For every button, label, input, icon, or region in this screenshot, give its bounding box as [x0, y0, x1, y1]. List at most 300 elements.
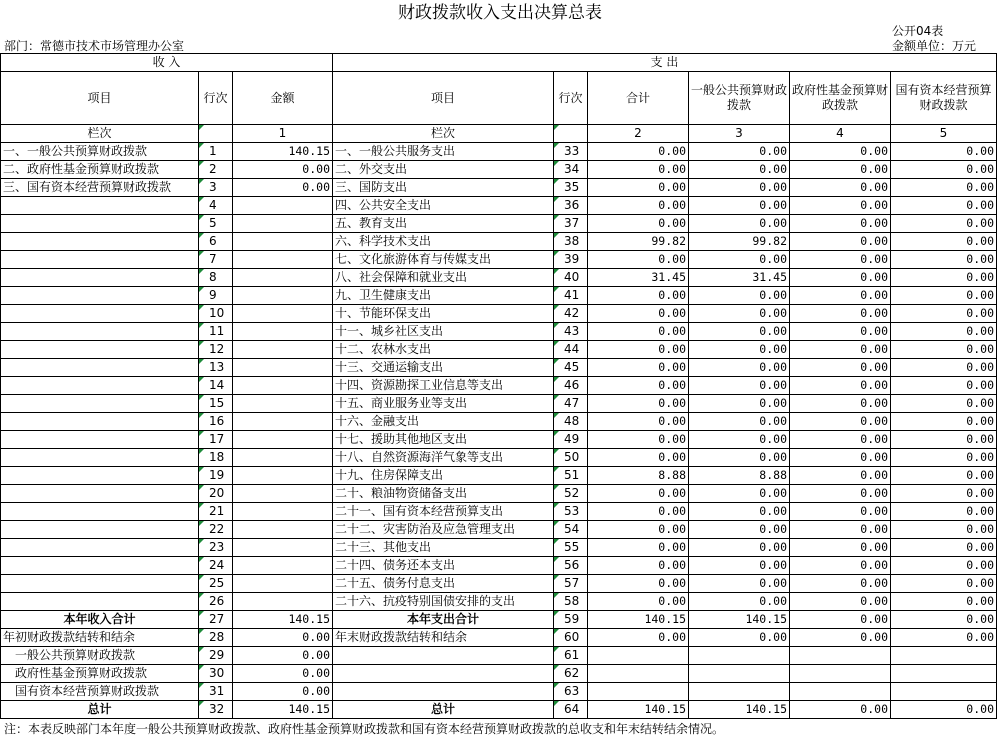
income-line: 8 — [199, 269, 233, 287]
expense-total — [588, 683, 689, 701]
expense-line: 50 — [554, 449, 588, 467]
income-amount — [233, 215, 333, 233]
expense-total: 0.00 — [588, 449, 689, 467]
expense-line: 48 — [554, 413, 588, 431]
income-line: 4 — [199, 197, 233, 215]
expense-total: 0.00 — [588, 395, 689, 413]
section-income: 收 入 — [1, 54, 333, 72]
income-amount — [233, 377, 333, 395]
expense-general-budget: 0.00 — [689, 575, 790, 593]
income-amount: 140.15 — [233, 701, 333, 719]
expense-fund-budget: 0.00 — [790, 485, 891, 503]
column-label-income: 栏次 — [1, 125, 199, 143]
income-amount — [233, 269, 333, 287]
expense-fund-budget: 0.00 — [790, 431, 891, 449]
income-amount — [233, 431, 333, 449]
expense-line: 57 — [554, 575, 588, 593]
income-amount: 0.00 — [233, 179, 333, 197]
expense-fund-budget: 0.00 — [790, 539, 891, 557]
income-item — [1, 251, 199, 269]
expense-general-budget: 0.00 — [689, 305, 790, 323]
table-row — [1, 215, 997, 233]
expense-line: 51 — [554, 467, 588, 485]
expense-total: 0.00 — [588, 413, 689, 431]
expense-line: 45 — [554, 359, 588, 377]
expense-total: 0.00 — [588, 197, 689, 215]
income-amount — [233, 449, 333, 467]
income-line: 23 — [199, 539, 233, 557]
table-number: 公开04表 — [892, 24, 944, 38]
expense-line: 44 — [554, 341, 588, 359]
income-line: 20 — [199, 485, 233, 503]
income-amount — [233, 341, 333, 359]
expense-fund-budget: 0.00 — [790, 557, 891, 575]
expense-total: 0.00 — [588, 485, 689, 503]
expense-fund-budget: 0.00 — [790, 629, 891, 647]
expense-item: 六、科学技术支出 — [333, 233, 554, 251]
expense-general-budget: 0.00 — [689, 413, 790, 431]
expense-state-capital: 0.00 — [891, 575, 997, 593]
expense-state-capital — [891, 647, 997, 665]
expense-fund-budget: 0.00 — [790, 341, 891, 359]
expense-line: 33 — [554, 143, 588, 161]
table-row — [1, 323, 997, 341]
expense-general-budget: 0.00 — [689, 143, 790, 161]
income-amount: 0.00 — [233, 161, 333, 179]
expense-line: 62 — [554, 665, 588, 683]
expense-line: 53 — [554, 503, 588, 521]
income-item — [1, 467, 199, 485]
expense-item: 二十、粮油物资储备支出 — [333, 485, 554, 503]
expense-line: 38 — [554, 233, 588, 251]
expense-total: 0.00 — [588, 377, 689, 395]
table-row — [1, 413, 997, 431]
expense-item: 十九、住房保障支出 — [333, 467, 554, 485]
header-fund-budget: 政府性基金预算财政拨款 — [790, 72, 891, 125]
report-title: 财政拨款收入支出决算总表 — [398, 3, 602, 23]
expense-general-budget — [689, 683, 790, 701]
expense-general-budget: 99.82 — [689, 233, 790, 251]
expense-general-budget: 8.88 — [689, 467, 790, 485]
income-item — [1, 233, 199, 251]
income-item — [1, 521, 199, 539]
expense-state-capital — [891, 683, 997, 701]
header-expense-item: 项目 — [333, 72, 554, 125]
expense-fund-budget: 0.00 — [790, 215, 891, 233]
income-line: 1 — [199, 143, 233, 161]
income-item — [1, 557, 199, 575]
expense-line: 56 — [554, 557, 588, 575]
expense-line: 59 — [554, 611, 588, 629]
expense-general-budget: 0.00 — [689, 179, 790, 197]
expense-total: 0.00 — [588, 143, 689, 161]
header-expense-line: 行次 — [554, 72, 588, 125]
income-item — [1, 215, 199, 233]
income-item: 政府性基金预算财政拨款 — [1, 665, 199, 683]
expense-item: 五、教育支出 — [333, 215, 554, 233]
expense-state-capital: 0.00 — [891, 143, 997, 161]
column-number-2: 2 — [588, 125, 689, 143]
expense-line: 37 — [554, 215, 588, 233]
income-item: 一般公共预算财政拨款 — [1, 647, 199, 665]
expense-line: 42 — [554, 305, 588, 323]
expense-general-budget: 31.45 — [689, 269, 790, 287]
income-item — [1, 395, 199, 413]
table-row — [1, 629, 997, 647]
income-line: 21 — [199, 503, 233, 521]
expense-item: 十二、农林水支出 — [333, 341, 554, 359]
expense-fund-budget: 0.00 — [790, 701, 891, 719]
expense-state-capital: 0.00 — [891, 323, 997, 341]
expense-state-capital: 0.00 — [891, 395, 997, 413]
income-line: 7 — [199, 251, 233, 269]
expense-total: 8.88 — [588, 467, 689, 485]
table-row — [1, 233, 997, 251]
expense-total: 0.00 — [588, 161, 689, 179]
income-item — [1, 575, 199, 593]
income-amount: 140.15 — [233, 143, 333, 161]
income-amount — [233, 395, 333, 413]
income-item — [1, 539, 199, 557]
header-amount: 金额 — [233, 72, 333, 125]
income-line: 26 — [199, 593, 233, 611]
expense-line: 43 — [554, 323, 588, 341]
expense-fund-budget — [790, 683, 891, 701]
income-item — [1, 449, 199, 467]
income-amount — [233, 593, 333, 611]
table-row — [1, 359, 997, 377]
income-line: 28 — [199, 629, 233, 647]
expense-item: 二十六、抗疫特别国债安排的支出 — [333, 593, 554, 611]
income-item — [1, 341, 199, 359]
column-number-4: 4 — [790, 125, 891, 143]
table-row — [1, 197, 997, 215]
unit-label: 金额单位：万元 — [892, 39, 977, 53]
expense-fund-budget: 0.00 — [790, 413, 891, 431]
income-item: 二、政府性基金预算财政拨款 — [1, 161, 199, 179]
income-item: 本年收入合计 — [1, 611, 199, 629]
expense-total: 140.15 — [588, 611, 689, 629]
expense-total: 31.45 — [588, 269, 689, 287]
income-item — [1, 431, 199, 449]
table-row — [1, 287, 997, 305]
expense-fund-budget: 0.00 — [790, 143, 891, 161]
income-amount — [233, 575, 333, 593]
expense-total: 0.00 — [588, 431, 689, 449]
income-line: 29 — [199, 647, 233, 665]
table-row — [1, 557, 997, 575]
expense-line: 39 — [554, 251, 588, 269]
section-expense: 支 出 — [333, 54, 997, 72]
income-line: 2 — [199, 161, 233, 179]
expense-state-capital: 0.00 — [891, 377, 997, 395]
expense-line: 47 — [554, 395, 588, 413]
expense-line: 46 — [554, 377, 588, 395]
expense-line: 55 — [554, 539, 588, 557]
expense-state-capital: 0.00 — [891, 503, 997, 521]
income-amount — [233, 251, 333, 269]
expense-item: 四、公共安全支出 — [333, 197, 554, 215]
income-amount: 0.00 — [233, 683, 333, 701]
expense-item — [333, 683, 554, 701]
expense-line: 63 — [554, 683, 588, 701]
expense-item: 二十一、国有资本经营预算支出 — [333, 503, 554, 521]
table-row — [1, 647, 997, 665]
income-item — [1, 269, 199, 287]
expense-general-budget: 0.00 — [689, 431, 790, 449]
table-row — [1, 665, 997, 683]
header-income-item: 项目 — [1, 72, 199, 125]
income-item: 总计 — [1, 701, 199, 719]
income-amount — [233, 485, 333, 503]
expense-item: 总计 — [333, 701, 554, 719]
expense-line: 40 — [554, 269, 588, 287]
expense-item: 二十四、债务还本支出 — [333, 557, 554, 575]
expense-total: 0.00 — [588, 557, 689, 575]
expense-fund-budget: 0.00 — [790, 359, 891, 377]
expense-total: 140.15 — [588, 701, 689, 719]
income-line: 17 — [199, 431, 233, 449]
column-number-5: 5 — [891, 125, 997, 143]
expense-total: 0.00 — [588, 179, 689, 197]
table-row — [1, 683, 997, 701]
expense-state-capital: 0.00 — [891, 179, 997, 197]
budget-table — [0, 53, 997, 719]
income-item: 国有资本经营预算财政拨款 — [1, 683, 199, 701]
income-item: 一、一般公共预算财政拨款 — [1, 143, 199, 161]
expense-state-capital: 0.00 — [891, 305, 997, 323]
expense-total: 0.00 — [588, 305, 689, 323]
income-amount — [233, 539, 333, 557]
income-amount: 0.00 — [233, 629, 333, 647]
income-item — [1, 323, 199, 341]
expense-fund-budget: 0.00 — [790, 611, 891, 629]
income-line: 14 — [199, 377, 233, 395]
income-line: 6 — [199, 233, 233, 251]
expense-general-budget: 0.00 — [689, 215, 790, 233]
table-row — [1, 611, 997, 629]
expense-state-capital: 0.00 — [891, 413, 997, 431]
header-income-line: 行次 — [199, 72, 233, 125]
column-label-blank — [554, 125, 588, 143]
income-amount — [233, 305, 333, 323]
expense-item: 十八、自然资源海洋气象等支出 — [333, 449, 554, 467]
expense-state-capital: 0.00 — [891, 233, 997, 251]
expense-item: 一、一般公共服务支出 — [333, 143, 554, 161]
table-row — [1, 575, 997, 593]
table-row — [1, 485, 997, 503]
expense-fund-budget: 0.00 — [790, 377, 891, 395]
income-amount — [233, 503, 333, 521]
expense-total: 0.00 — [588, 575, 689, 593]
expense-fund-budget: 0.00 — [790, 575, 891, 593]
table-row — [1, 251, 997, 269]
expense-fund-budget: 0.00 — [790, 449, 891, 467]
income-line: 18 — [199, 449, 233, 467]
table-row — [1, 449, 997, 467]
expense-state-capital: 0.00 — [891, 359, 997, 377]
income-line: 27 — [199, 611, 233, 629]
expense-line: 52 — [554, 485, 588, 503]
expense-state-capital: 0.00 — [891, 215, 997, 233]
expense-state-capital: 0.00 — [891, 629, 997, 647]
header-general-budget: 一般公共预算财政拨款 — [689, 72, 790, 125]
expense-total: 0.00 — [588, 215, 689, 233]
expense-total: 0.00 — [588, 593, 689, 611]
expense-item: 十三、交通运输支出 — [333, 359, 554, 377]
expense-total: 0.00 — [588, 521, 689, 539]
expense-general-budget: 0.00 — [689, 359, 790, 377]
table-row — [1, 395, 997, 413]
table-row — [1, 143, 997, 161]
expense-line: 35 — [554, 179, 588, 197]
expense-total: 0.00 — [588, 287, 689, 305]
expense-general-budget: 0.00 — [689, 557, 790, 575]
table-row — [1, 539, 997, 557]
expense-general-budget: 0.00 — [689, 449, 790, 467]
income-amount — [233, 557, 333, 575]
header-total: 合计 — [588, 72, 689, 125]
expense-state-capital: 0.00 — [891, 521, 997, 539]
income-line: 5 — [199, 215, 233, 233]
income-line: 25 — [199, 575, 233, 593]
expense-general-budget: 140.15 — [689, 701, 790, 719]
table-row — [1, 593, 997, 611]
expense-item: 二、外交支出 — [333, 161, 554, 179]
expense-total: 99.82 — [588, 233, 689, 251]
income-item — [1, 305, 199, 323]
income-amount — [233, 233, 333, 251]
income-item — [1, 503, 199, 521]
expense-general-budget: 0.00 — [689, 251, 790, 269]
expense-fund-budget: 0.00 — [790, 521, 891, 539]
income-amount — [233, 323, 333, 341]
income-item — [1, 197, 199, 215]
expense-state-capital: 0.00 — [891, 539, 997, 557]
table-row — [1, 305, 997, 323]
income-item — [1, 359, 199, 377]
expense-state-capital: 0.00 — [891, 701, 997, 719]
expense-line: 58 — [554, 593, 588, 611]
table-row — [1, 341, 997, 359]
column-number-3: 3 — [689, 125, 790, 143]
expense-state-capital: 0.00 — [891, 197, 997, 215]
income-item — [1, 413, 199, 431]
expense-state-capital: 0.00 — [891, 251, 997, 269]
expense-general-budget: 0.00 — [689, 521, 790, 539]
income-line: 30 — [199, 665, 233, 683]
department-label: 部门：常德市技术市场管理办公室 — [4, 39, 185, 53]
table-row — [1, 503, 997, 521]
expense-fund-budget: 0.00 — [790, 467, 891, 485]
expense-line: 60 — [554, 629, 588, 647]
expense-general-budget: 0.00 — [689, 377, 790, 395]
table-row — [1, 161, 997, 179]
expense-state-capital — [891, 665, 997, 683]
expense-total: 0.00 — [588, 359, 689, 377]
income-line: 32 — [199, 701, 233, 719]
expense-fund-budget: 0.00 — [790, 179, 891, 197]
table-row — [1, 179, 997, 197]
income-amount — [233, 197, 333, 215]
expense-fund-budget: 0.00 — [790, 395, 891, 413]
expense-fund-budget: 0.00 — [790, 305, 891, 323]
expense-fund-budget: 0.00 — [790, 269, 891, 287]
income-item — [1, 485, 199, 503]
table-row — [1, 269, 997, 287]
expense-state-capital: 0.00 — [891, 341, 997, 359]
income-line: 9 — [199, 287, 233, 305]
expense-total: 0.00 — [588, 503, 689, 521]
expense-general-budget: 0.00 — [689, 323, 790, 341]
table-row — [1, 521, 997, 539]
expense-item: 三、国防支出 — [333, 179, 554, 197]
expense-general-budget: 0.00 — [689, 629, 790, 647]
expense-state-capital: 0.00 — [891, 287, 997, 305]
footnote: 注：本表反映部门本年度一般公共预算财政拨款、政府性基金预算财政拨款和国有资本经营预算财政拨款的总收支和年末结转结余情况。 — [4, 722, 725, 736]
expense-item: 九、卫生健康支出 — [333, 287, 554, 305]
expense-total — [588, 665, 689, 683]
expense-line: 36 — [554, 197, 588, 215]
expense-item: 年末财政拨款结转和结余 — [333, 629, 554, 647]
expense-item: 二十三、其他支出 — [333, 539, 554, 557]
income-amount — [233, 359, 333, 377]
expense-fund-budget — [790, 647, 891, 665]
expense-fund-budget: 0.00 — [790, 503, 891, 521]
income-amount: 140.15 — [233, 611, 333, 629]
header-state-capital: 国有资本经营预算财政拨款 — [891, 72, 997, 125]
expense-item: 八、社会保障和就业支出 — [333, 269, 554, 287]
income-line: 15 — [199, 395, 233, 413]
expense-line: 49 — [554, 431, 588, 449]
expense-general-budget: 0.00 — [689, 197, 790, 215]
expense-item: 十五、商业服务业等支出 — [333, 395, 554, 413]
expense-general-budget: 0.00 — [689, 539, 790, 557]
expense-general-budget: 140.15 — [689, 611, 790, 629]
table-row — [1, 431, 997, 449]
income-amount: 0.00 — [233, 665, 333, 683]
expense-general-budget: 0.00 — [689, 395, 790, 413]
expense-line: 64 — [554, 701, 588, 719]
expense-item: 十七、援助其他地区支出 — [333, 431, 554, 449]
column-label-expense: 栏次 — [333, 125, 554, 143]
expense-state-capital: 0.00 — [891, 449, 997, 467]
expense-fund-budget: 0.00 — [790, 251, 891, 269]
expense-total: 0.00 — [588, 629, 689, 647]
income-amount: 0.00 — [233, 647, 333, 665]
income-amount — [233, 467, 333, 485]
income-item — [1, 593, 199, 611]
expense-state-capital: 0.00 — [891, 161, 997, 179]
expense-general-budget — [689, 665, 790, 683]
income-line: 13 — [199, 359, 233, 377]
expense-general-budget: 0.00 — [689, 593, 790, 611]
expense-fund-budget: 0.00 — [790, 161, 891, 179]
expense-general-budget: 0.00 — [689, 161, 790, 179]
expense-total: 0.00 — [588, 341, 689, 359]
expense-item: 十六、金融支出 — [333, 413, 554, 431]
expense-item: 十一、城乡社区支出 — [333, 323, 554, 341]
income-line: 3 — [199, 179, 233, 197]
expense-state-capital: 0.00 — [891, 593, 997, 611]
expense-total: 0.00 — [588, 323, 689, 341]
expense-total: 0.00 — [588, 539, 689, 557]
expense-state-capital: 0.00 — [891, 485, 997, 503]
expense-item: 二十五、债务付息支出 — [333, 575, 554, 593]
expense-item: 十、节能环保支出 — [333, 305, 554, 323]
expense-item — [333, 647, 554, 665]
income-line: 19 — [199, 467, 233, 485]
